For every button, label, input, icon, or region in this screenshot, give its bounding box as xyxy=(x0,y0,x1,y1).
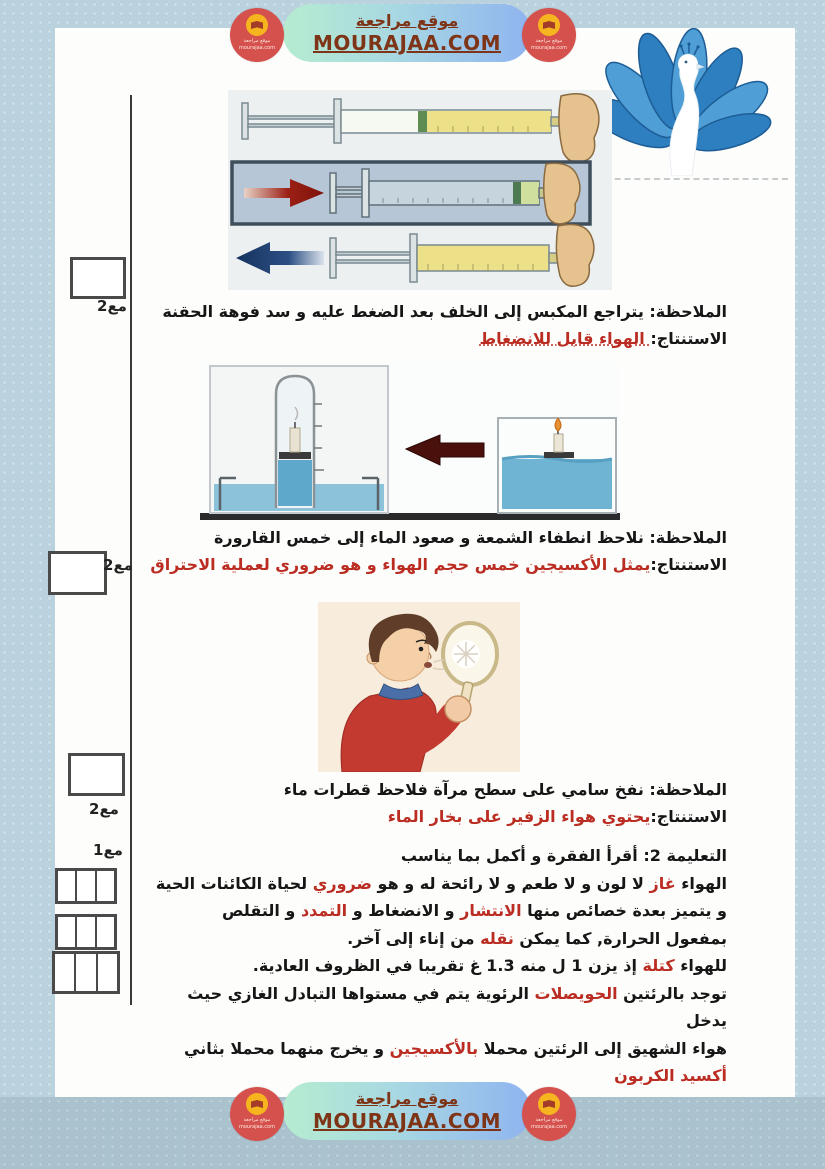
badge-text-ar: موقع مراجعة xyxy=(243,38,271,44)
site-logo-badge xyxy=(522,8,576,62)
site-logo-badge xyxy=(230,1087,284,1141)
badge-text-url: mourajaa.com xyxy=(238,1124,275,1130)
mirror-experiment-figure xyxy=(318,602,520,772)
paragraph-line xyxy=(148,952,727,980)
paragraph-line xyxy=(148,897,727,925)
table-cell xyxy=(58,917,75,947)
paragraph-line xyxy=(148,870,727,898)
table-cell xyxy=(75,871,94,901)
text-segment: الحويصلات xyxy=(534,983,618,1003)
answer-box xyxy=(48,551,107,595)
experiment1-text xyxy=(150,298,727,352)
conclusion-line xyxy=(150,551,727,578)
text-segment: بالأكسيجين xyxy=(389,1038,479,1058)
observation-label: الملاحظة: xyxy=(649,302,727,321)
text-segment: نقله xyxy=(480,928,514,948)
observation-line xyxy=(150,524,727,551)
mark-label: مع2 xyxy=(103,556,133,574)
paragraph-line xyxy=(148,980,727,1035)
instruction-title: التعليمة 2: أقرأ الفقرة و أكمل بما يناسب xyxy=(400,846,727,865)
badge-text-url: mourajaa.com xyxy=(238,45,275,51)
text-segment: لحياة الكائنات الحية xyxy=(155,873,313,893)
site-title-link[interactable]: موقع مراجعة xyxy=(355,1089,459,1108)
site-url-link[interactable]: MOURAJAA.COM xyxy=(313,1109,501,1133)
conclusion-text: الهواء قابل للانضغاط xyxy=(479,329,651,348)
text-segment: توجد بالرئتين xyxy=(617,983,727,1003)
observation-label: الملاحظة: xyxy=(649,780,727,799)
book-logo-icon xyxy=(538,14,560,36)
site-url-link[interactable]: MOURAJAA.COM xyxy=(313,31,501,55)
badge-text-url: mourajaa.com xyxy=(530,1124,567,1130)
instruction-paragraph xyxy=(148,842,727,1090)
answer-box xyxy=(70,257,126,299)
mark-label: مع1 xyxy=(93,841,123,859)
syringe-experiment-figure xyxy=(228,90,612,290)
book-logo-icon xyxy=(246,1093,268,1115)
answer-table xyxy=(52,951,120,994)
table-cell xyxy=(55,954,74,991)
text-segment: للهواء xyxy=(674,956,727,975)
text-segment: و الانضغاط و xyxy=(347,901,461,920)
badge-text-ar: موقع مراجعة xyxy=(535,1117,563,1123)
conclusion-label: الاستنتاج: xyxy=(650,329,727,348)
table-cell xyxy=(96,954,117,991)
site-title-link[interactable]: موقع مراجعة xyxy=(355,11,459,30)
text-segment: ضروري xyxy=(312,873,372,893)
table-cell xyxy=(75,917,94,947)
observation-text: نفخ سامي على سطح مرآة فلاحظ قطرات ماء xyxy=(283,780,650,799)
conclusion-label: الاستنتاج: xyxy=(650,555,727,574)
experiment3-text xyxy=(150,776,727,830)
text-segment: إذ يزن 1 ل منه 1.3 غ تقريبا في الظروف العادية. xyxy=(252,956,643,975)
observation-label: الملاحظة: xyxy=(649,528,727,547)
answer-table xyxy=(55,914,117,950)
dashed-separator xyxy=(595,178,788,180)
paragraph-line xyxy=(148,1035,727,1063)
text-segment: التمدد xyxy=(300,901,348,920)
text-segment: و يخرج منهما محملا بثاني xyxy=(184,1038,390,1058)
site-logo-badge xyxy=(230,8,284,62)
mark-label: مع2 xyxy=(89,800,119,818)
conclusion-text: يمثل الأكسيجين خمس حجم الهواء و هو ضروري لعملية الاحتراق xyxy=(150,555,651,574)
table-cell xyxy=(74,954,95,991)
mark-label: مع2 xyxy=(97,297,127,315)
table-cell xyxy=(95,871,114,901)
text-segment: كتلة xyxy=(642,956,675,975)
observation-line xyxy=(150,298,727,325)
badge-text-ar: موقع مراجعة xyxy=(243,1117,271,1123)
text-segment: أكسيد الكربون xyxy=(614,1066,727,1085)
text-segment: الهواء xyxy=(675,873,727,893)
vertical-rule xyxy=(130,95,132,1005)
site-logo-badge xyxy=(522,1087,576,1141)
observation-text: يتراجع المكبس إلى الخلف بعد الضغط عليه و سد فوهة الحقنة xyxy=(162,302,650,321)
text-segment: غاز xyxy=(649,873,676,893)
badge-text-url: mourajaa.com xyxy=(530,45,567,51)
book-logo-icon xyxy=(246,14,268,36)
conclusion-line xyxy=(150,803,727,830)
answer-table xyxy=(55,868,117,904)
text-segment: و التقلص xyxy=(221,901,301,920)
table-cell xyxy=(95,917,114,947)
paragraph-line xyxy=(148,925,727,953)
text-segment: من إناء إلى آخر. xyxy=(347,928,481,948)
text-segment: بمفعول الحرارة, كما يمكن xyxy=(513,928,727,948)
badge-text-ar: موقع مراجعة xyxy=(535,38,563,44)
experiment2-text xyxy=(150,524,727,578)
text-segment: الانتشار xyxy=(460,901,522,920)
footer-banner xyxy=(283,1082,531,1140)
book-logo-icon xyxy=(538,1093,560,1115)
observation-line xyxy=(150,776,727,803)
text-segment: و يتميز بعدة خصائص منها xyxy=(521,901,727,920)
header-banner xyxy=(283,4,531,62)
answer-box xyxy=(68,753,125,796)
text-segment: الرئوية يتم في مستواها التبادل الغازي حيث يدخل xyxy=(187,983,727,1030)
conclusion-label: الاستنتاج: xyxy=(650,807,727,826)
text-segment: هواء الشهيق إلى الرئتين محملا xyxy=(478,1038,727,1058)
candle-experiment-figure xyxy=(200,362,620,522)
observation-text: نلاحظ انطفاء الشمعة و صعود الماء إلى خمس القارورة xyxy=(213,528,650,547)
table-cell xyxy=(58,871,75,901)
text-segment: لا لون و لا طعم و لا رائحة له و هو xyxy=(371,873,650,893)
conclusion-line xyxy=(150,325,727,352)
conclusion-text: يحتوي هواء الزفير على بخار الماء xyxy=(387,807,651,826)
